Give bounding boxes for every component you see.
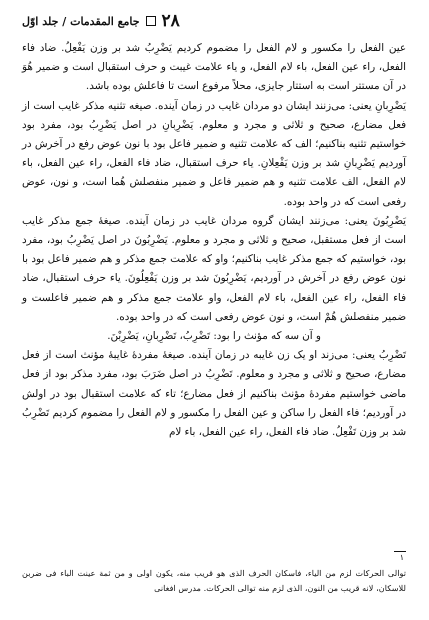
paragraph: یَضْرِبُونَ یعنی: می‌زنند ایشان گروه مردان غایب در زمان آینده. صیغهٔ جمع مذکر غایب است از فعل مستقبل، صحیح و ثلاثی و مجرد و معلوم. یَضْرِبُونَ در اصل یَضْرِبُ بود، مفرد بود، خواستیم که جمع مذکر غایب بناکنیم؛ واو که علامت جمع مذکر و هم ضمیر فاعل بود با نون عوض رفع در آخرش در آوردیم، یَضْرِبُونَ شد بر وزن یَفْعِلُونَ. یاء حرف استقبال، ضاد فاء الفعل، راء عین الفعل، باء لام الفعل، واو علامت جمع مذکر و هم ضمیر فاعلست و ضمیر منفصلش هُمْ است، و نون عوض رفعی است که در واحد بوده.: [22, 214, 406, 323]
footnote-text: توالی الحرکات لزم من الیاء، فاسکان الحرف الذی هو قریب منه، یکون اولی و من ثمة عینت الباء فی ضربن للاسکان، لانه قریب من النون، الذی لزم منه توالی الحرکات. مدرس افغانی: [22, 568, 406, 593]
paragraph: یَضْرِبانِ یعنی: می‌زنند ایشان دو مردان غایب در زمان آینده. صیغه تثنیه مذکر غایب است از فعل مضارع، صحیح و ثلاثی و مجرد و معلوم. یَضْرِبانِ در اصل یَضْرِبُ بود، مفرد بود خواستیم تثنیه بناکنیم؛ الف که علامت تثنیه و ضمیر فاعل بود با نون عوض رفع در آخرش در آوردیم یَضْرِبانِ شد بر وزن یَفْعِلانِ. یاء حرف استقبال، ضاد فاء الفعل، راء عین الفعل، باء لام الفعل، الف علامت تثنیه و هم ضمیر فاعل و ضمیر منفصلش هُما است، و نون، عوض رفعی است که در واحد بوده.: [22, 99, 406, 208]
page-body: [22, 39, 406, 442]
footnote: [22, 566, 406, 596]
page-number: ۲۸: [161, 11, 180, 31]
page-header: [22, 10, 406, 32]
square-ornament-icon: [146, 16, 156, 26]
paragraph: عین الفعل را مکسور و لام الفعل را مضموم کردیم یَضْرِبُ شد بر وزن یَفْعِلُ. ضاد فاء الفعل، راء عین الفعل، باء لام الفعل، و یاء علامت غیبت و حرف استقبال است و ضمیر هُوَ در آن مستتر است به استتار جایزی، محلاً مرفوع است تا فاعلش بوده باشد.: [22, 42, 406, 93]
paragraph: تَضْرِبُ یعنی: می‌زند او یک زن غایبه در زمان آینده. صیغهٔ مفردهٔ غایبهٔ مؤنث است از فعل مضارع، صحیح و ثلاثی و مجرد و معلوم. تَضْرِبُ در اصل ضَرَبَ بود، مفرد مذکر بود از فعل ماضی خواستیم مفردهٔ مؤنث بناکنیم از فعل مضارع؛ تاء که علامت استقبال بود در اولش در آوردیم؛ فاء الفعل را ساکن و عین الفعل را مکسور و لام الفعل را مضموم کردیم تَضْرِبُ شد بر وزن تَفْعِلُ. ضاد فاء الفعل، راء عین الفعل، باء لام: [22, 349, 406, 439]
footnote-mark: ۱: [399, 553, 404, 562]
footnote-divider: [394, 551, 406, 552]
running-head: جامع المقدمات / جلد اوّل: [22, 14, 140, 28]
paragraph-centered: و آن سه که مؤنث را بود: تَضْرِبُ، تَضْرِبانِ، یَضْرِبْنَ.: [107, 330, 321, 343]
